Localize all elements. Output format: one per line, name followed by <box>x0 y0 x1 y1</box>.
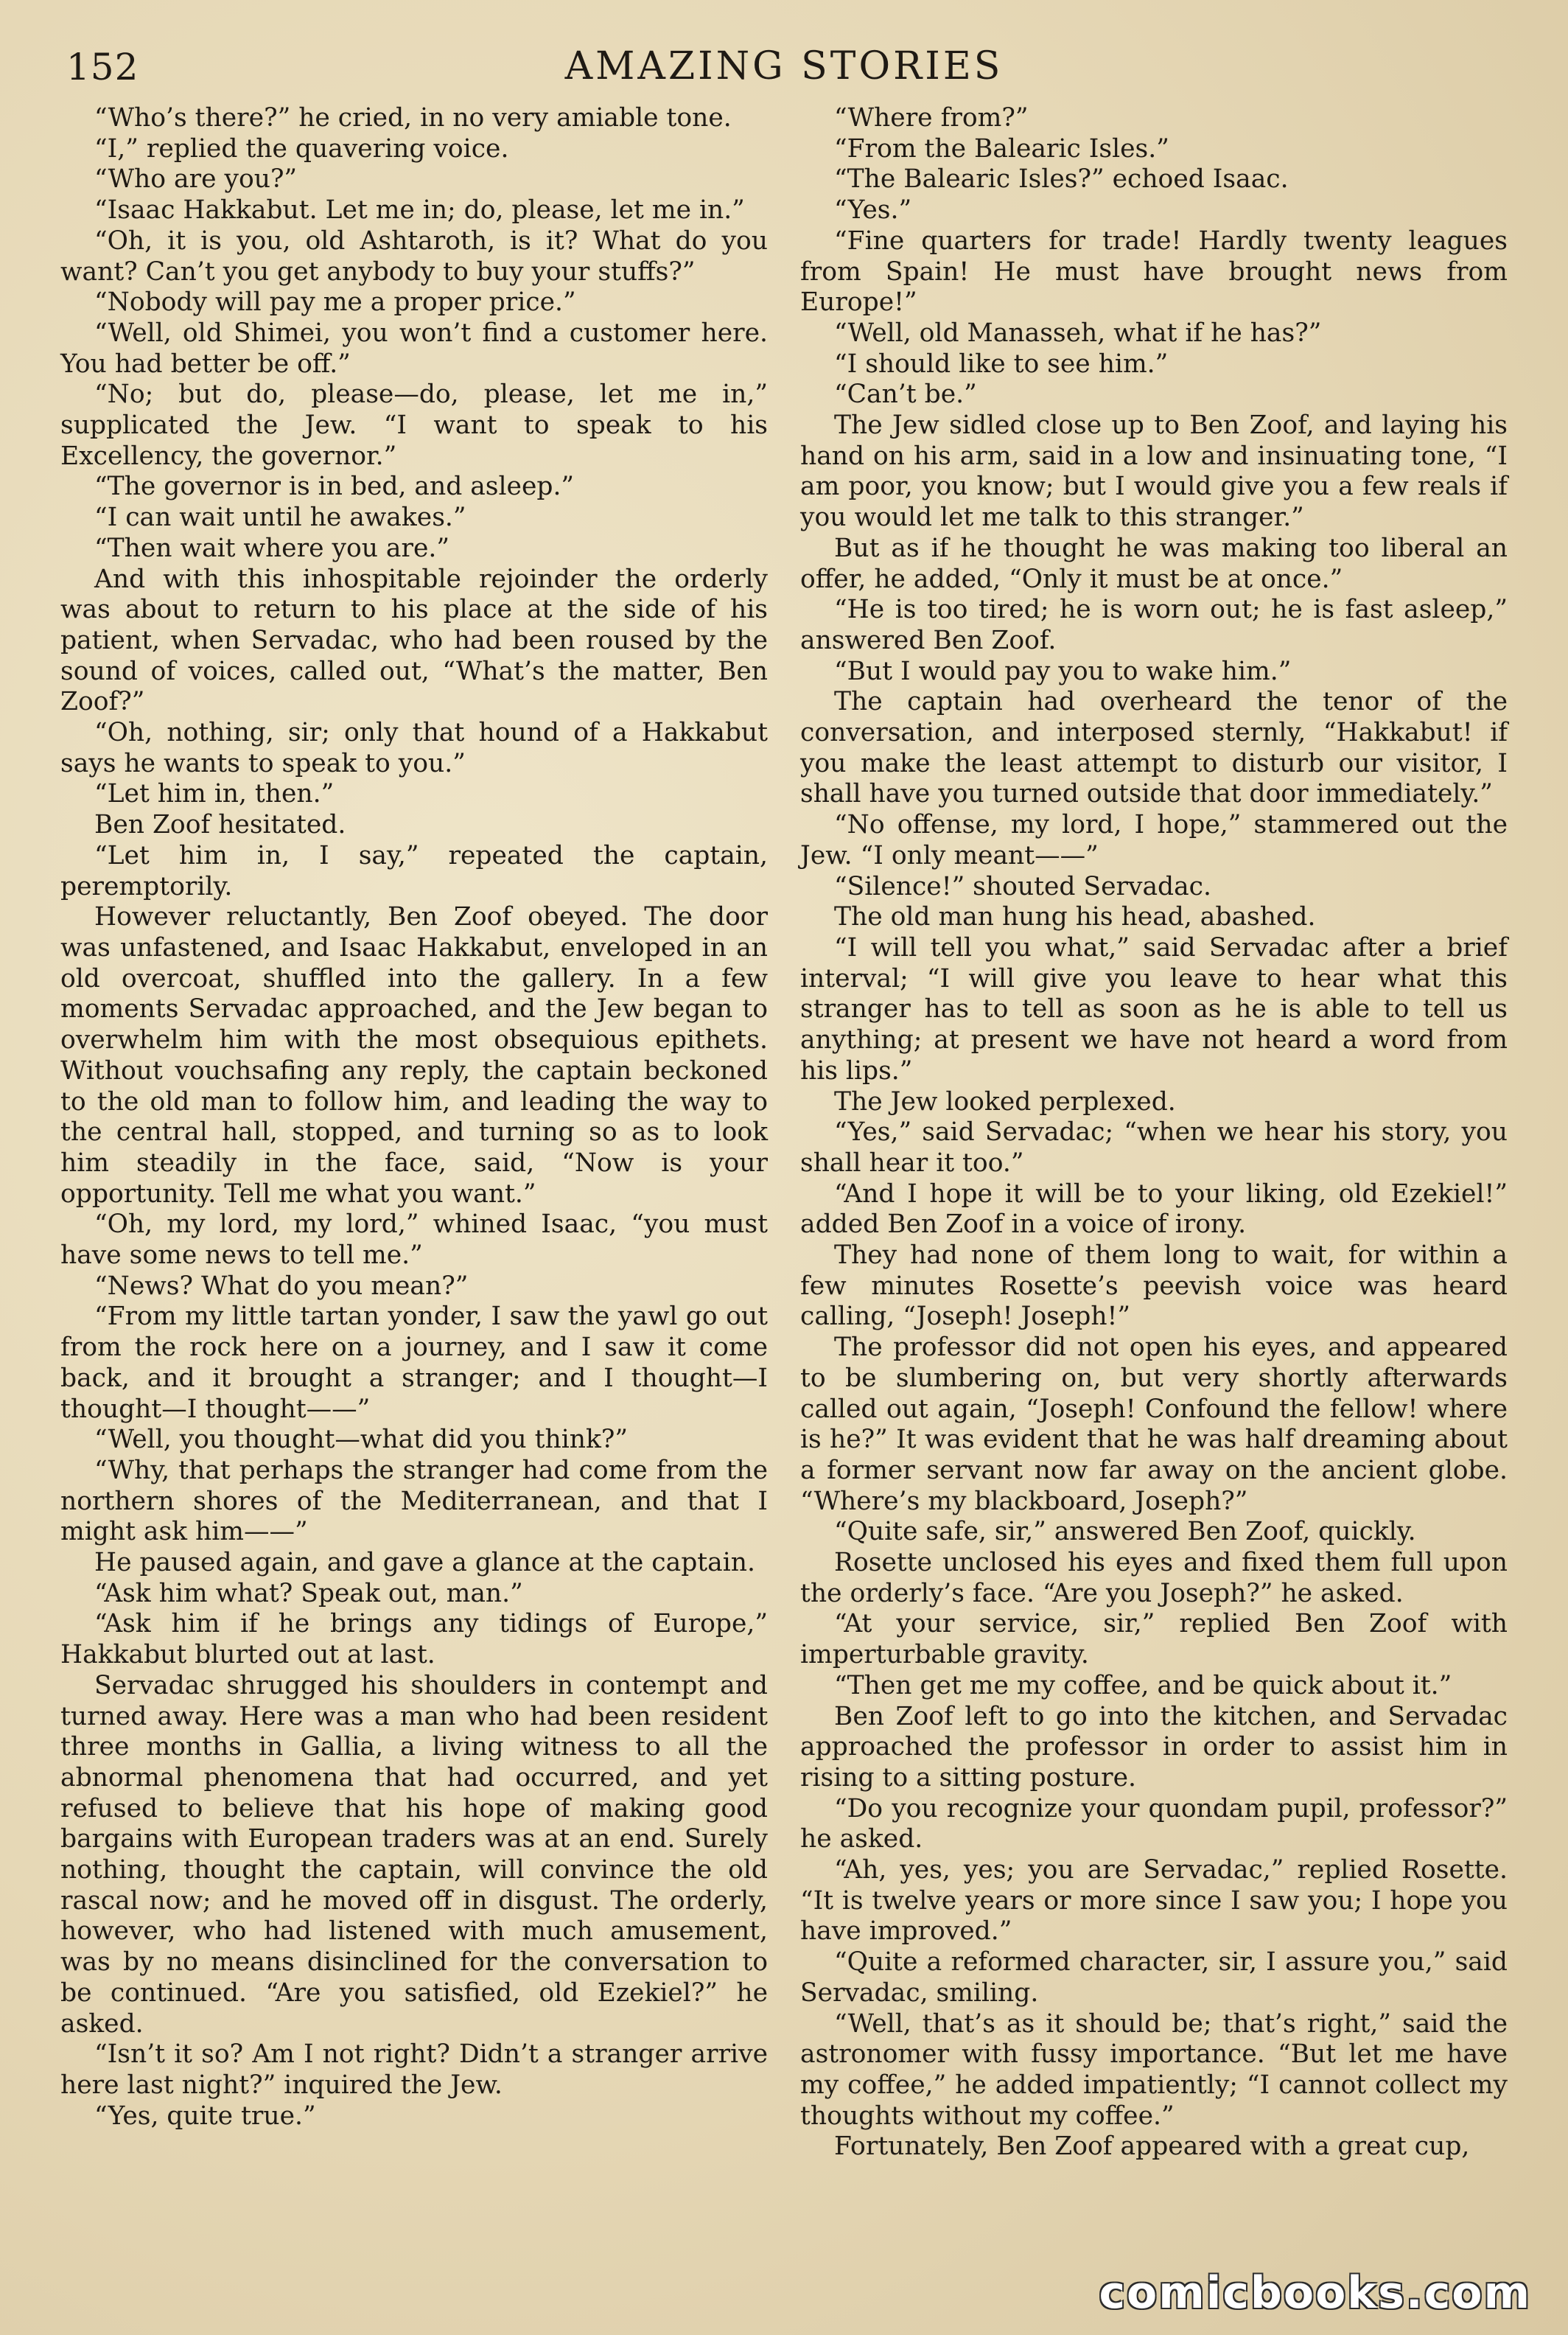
paragraph: “Can’t be.” <box>834 380 977 410</box>
paragraph: “I,” replied the quavering voice. <box>94 133 509 164</box>
paragraph: “I can wait until he awakes.” <box>94 503 466 533</box>
paragraph: The captain had overheard the tenor of the conversation, and interposed sternly, “Hakkabut! if you make the least attempt to disturb our visitor, I shall have you turned outside that door immediately.” <box>800 687 1508 809</box>
paragraph: They had none of them long to wait, for within a few minutes Rosette’s peevish voice was heard calling, “Joseph! Joseph!” <box>800 1240 1508 1332</box>
paragraph: But as if he thought he was making too liberal an offer, he added, “Only it must be at once.” <box>800 533 1508 594</box>
paragraph: “News? What do you mean?” <box>94 1271 469 1301</box>
paragraph: “Oh, nothing, sir; only that hound of a Hakkabut says he wants to speak to you.” <box>60 718 768 778</box>
paragraph: “The governor is in bed, and asleep.” <box>94 472 575 502</box>
paragraph: “Where from?” <box>834 103 1029 133</box>
page-number: 152 <box>66 46 139 88</box>
paragraph: Rosette unclosed his eyes and fixed them full upon the orderly’s face. “Are you Joseph?” he asked. <box>800 1548 1508 1608</box>
paragraph: “Fine quarters for trade! Hardly twenty leagues from Spain! He must have brought news from Europe!” <box>800 226 1508 318</box>
paragraph: “Well, you thought—what did you think?” <box>94 1425 628 1455</box>
paragraph: “Quite a reformed character, sir, I assure you,” said Servadac, smiling. <box>800 1947 1508 2008</box>
paragraph: Servadac shrugged his shoulders in contempt and turned away. Here was a man who had been resident three months in Gallia, a living witness to all the abnormal phenomena that had occurred, and yet refused to believe that his hope of making good bargains with European traders was at an end. Surely nothing, thought the captain, will convince the old rascal now; and he moved off in disgust. The orderly, however, who had listened with much amusement, was by no means disinclined for the conversation to be continued. “Are you satisfied, old Ezekiel?” he asked. <box>60 1670 768 2039</box>
paragraph: The Jew looked perplexed. <box>834 1086 1176 1117</box>
paragraph: “Yes, quite true.” <box>94 2101 316 2131</box>
paragraph: However reluctantly, Ben Zoof obeyed. The door was unfastened, and Isaac Hakkabut, enveloped in an old overcoat, shuffled into the gallery. In a few moments Servadac approached, and the Jew began to overwhelm him with the most obsequious epithets. Without vouchsafing any reply, the captain beckoned to the old man to follow him, and leading the way to the central hall, stopped, and turning so as to look him steadily in the face, said, “Now is your opportunity. Tell me what you want.” <box>60 902 768 1209</box>
paragraph: “Oh, it is you, old Ashtaroth, is it? What do you want? Can’t you get anybody to buy your stuffs?” <box>60 226 768 287</box>
watermark-logo: comicbooks.com <box>1099 2267 1531 2319</box>
left-text-column <box>60 103 768 2132</box>
paragraph: “I should like to see him.” <box>834 349 1169 379</box>
paragraph: The old man hung his head, abashed. <box>834 902 1316 932</box>
paragraph: “The Balearic Isles?” echoed Isaac. <box>834 164 1289 195</box>
paragraph: The Jew sidled close up to Ben Zoof, and laying his hand on his arm, said in a low and insinuating tone, “I am poor, you know; but I would give you a few reals if you would let me talk to this stranger.” <box>800 411 1508 533</box>
paragraph: “I will tell you what,” said Servadac after a brief interval; “I will give you leave to hear what this stranger has to tell as soon as he is able to tell us anything; at present we have not heard a word from his lips.” <box>800 932 1508 1086</box>
paragraph: He paused again, and gave a glance at the captain. <box>94 1548 755 1578</box>
paragraph: “Silence!” shouted Servadac. <box>834 871 1211 901</box>
paragraph: Ben Zoof hesitated. <box>94 810 346 840</box>
paragraph: “Yes,” said Servadac; “when we hear his story, you shall hear it too.” <box>800 1117 1508 1178</box>
paragraph: “Let him in, I say,” repeated the captain, peremptorily. <box>60 840 768 901</box>
paragraph: “Quite safe, sir,” answered Ben Zoof, quickly. <box>834 1517 1416 1547</box>
paragraph: “Ask him what? Speak out, man.” <box>94 1578 523 1608</box>
right-text-column <box>800 103 1508 2163</box>
paragraph: “Then wait where you are.” <box>94 533 450 563</box>
paragraph: “At your service, sir,” replied Ben Zoof with imperturbable gravity. <box>800 1609 1508 1670</box>
paragraph: The professor did not open his eyes, and appeared to be slumbering on, but very shortly afterwards called out again, “Joseph! Confound the fellow! where is he?” It was evident that he was half dreaming about a former servant now far away on the ancient globe. “Where’s my blackboard, Joseph?” <box>800 1333 1508 1516</box>
paragraph: “From my little tartan yonder, I saw the yawl go out from the rock here on a journey, and I saw it come back, and it brought a stranger; and I thought—I thought—I thought——” <box>60 1302 768 1424</box>
paragraph: “Well, that’s as it should be; that’s right,” said the astronomer with fussy importance. “But let me have my coffee,” he added impatiently; “I cannot collect my thoughts without my coffee.” <box>800 2008 1508 2131</box>
paragraph: “And I hope it will be to your liking, old Ezekiel!” added Ben Zoof in a voice of irony. <box>800 1179 1508 1240</box>
paragraph: “Ask him if he brings any tidings of Europe,” Hakkabut blurted out at last. <box>60 1609 768 1670</box>
running-head: AMAZING STORIES <box>564 44 1004 88</box>
paragraph: “Well, old Shimei, you won’t find a customer here. You had better be off.” <box>60 318 768 379</box>
paragraph: “From the Balearic Isles.” <box>834 133 1169 164</box>
paragraph: “Do you recognize your quondam pupil, professor?” he asked. <box>800 1793 1508 1854</box>
paragraph: Fortunately, Ben Zoof appeared with a great cup, <box>834 2132 1470 2162</box>
paragraph: “Nobody will pay me a proper price.” <box>94 287 576 318</box>
paragraph: “No offense, my lord, I hope,” stammered out the Jew. “I only meant——” <box>800 810 1508 870</box>
paragraph: “Who’s there?” he cried, in no very amiable tone. <box>94 103 732 133</box>
paragraph: “No; but do, please—do, please, let me in,” supplicated the Jew. “I want to speak to his Excellency, the governor.” <box>60 380 768 471</box>
paragraph: “Who are you?” <box>94 164 298 195</box>
paragraph: “Yes.” <box>834 195 912 226</box>
paragraph: “Ah, yes, yes; you are Servadac,” replied Rosette. “It is twelve years or more since I saw you; I hope you have improved.” <box>800 1855 1508 1947</box>
paragraph: “Why, that perhaps the stranger had come from the northern shores of the Mediterranean, and that I might ask him——” <box>60 1455 768 1547</box>
paragraph: “Then get me my coffee, and be quick about it.” <box>834 1670 1452 1700</box>
paragraph: “Oh, my lord, my lord,” whined Isaac, “you must have some news to tell me.” <box>60 1210 768 1271</box>
paragraph: “He is too tired; he is worn out; he is fast asleep,” answered Ben Zoof. <box>800 595 1508 655</box>
paragraph: And with this inhospitable rejoinder the orderly was about to return to his place at the side of his patient, when Servadac, who had been roused by the sound of voices, called out, “What’s the matter, Ben Zoof?” <box>60 564 768 717</box>
paragraph: “But I would pay you to wake him.” <box>834 656 1292 686</box>
paragraph: “Let him in, then.” <box>94 779 335 809</box>
paragraph: Ben Zoof left to go into the kitchen, and Servadac approached the professor in order to assist him in rising to a sitting posture. <box>800 1701 1508 1793</box>
paragraph: “Well, old Manasseh, what if he has?” <box>834 318 1322 348</box>
paragraph: “Isaac Hakkabut. Let me in; do, please, let me in.” <box>94 195 745 226</box>
paragraph: “Isn’t it so? Am I not right? Didn’t a stranger arrive here last night?” inquired the Jew. <box>60 2039 768 2100</box>
